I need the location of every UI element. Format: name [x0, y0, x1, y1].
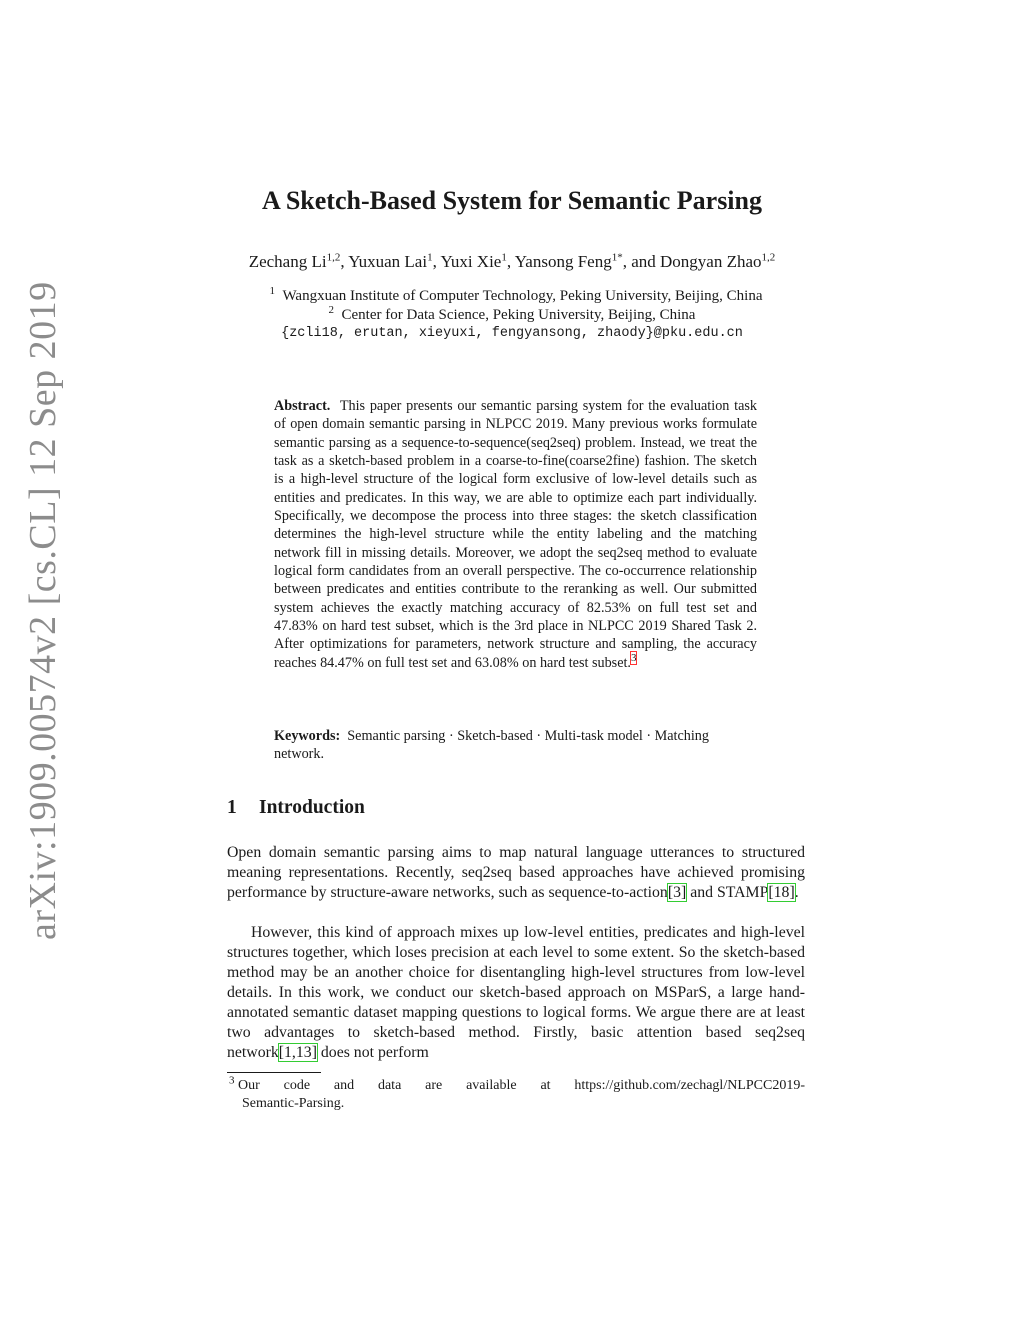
section-title: Introduction — [259, 797, 365, 818]
repository-link[interactable]: https://github.com/zechagl/NLPCC2019- — [574, 1078, 805, 1093]
affiliation-1: $^1$ Wangxuan Institute of Computer Technology, Peking University, Beijing, China — [269, 285, 763, 304]
abstract-label: Abstract. — [274, 398, 331, 414]
arxiv-identifier-stamp: arXiv:1909.00574v2 [cs.CL] 12 Sep 2019 — [22, 281, 64, 940]
author: Dongyan Zhao$^{1,2}$ — [660, 251, 776, 271]
section-heading — [227, 797, 365, 819]
author: Zechang Li$^{1,2}$, — [248, 251, 349, 271]
citation-link[interactable]: [18] — [768, 884, 795, 901]
author: Yansong Feng$^{1*}$, and — [514, 251, 661, 271]
keywords-text: Semantic parsing · Sketch-based · Multi-task model · Matching network. — [274, 728, 709, 763]
footnote-divider — [227, 1072, 321, 1073]
keywords — [274, 727, 757, 764]
abstract-text: This paper presents our semantic parsing system for the evaluation task of open domain semantic parsing in NLPCC 2019. Many previous works formulate semantic parsing as a sequence-to-sequence(seq2seq) problem. Instead, we treat the task as a sketch-based problem in a coarse-to-fine(coarse2fine) fashion. The sketch is a high-level structure of the logical form exclusive of low-level details such as entities and predicates. In this way, we are able to optimize each part individually. Specifically, we decompose the process into three stages: the sketch classification determines the high-level structure while the entity labeling and the matching network fill in missing details. Moreover, we adopt the seq2seq method to evaluate logical form candidates from an overall perspective. The co-occurrence relationship between predicates and entities contribute to the reranking as well. Our submitted system achieves the exactly matching accuracy of 82.53% on full test set and 47.83% on hard test subset, which is the 3rd place in NLPCC 2019 Shared Task 2. After optimizations for parameters, network structure and sampling, the accuracy reaches 84.47% on full test set and 63.08% on hard test subset. — [274, 398, 757, 671]
author-list — [0, 252, 1024, 272]
author-emails[interactable]: {zcli18, erutan, xieyuxi, fengyansong, zhaody}@pku.edu.cn — [281, 326, 743, 341]
paper-title: A Sketch-Based System for Semantic Parsing — [261, 186, 762, 215]
citation-link[interactable]: [1,13] — [278, 1044, 317, 1061]
footnote-line-2: Semantic-Parsing. — [242, 1096, 345, 1111]
abstract — [274, 397, 757, 672]
footnote-line-1: $^3$ Our code and data are available at https://github.com/zechagl/NLPCC2019- — [229, 1074, 805, 1093]
section-number: 1 — [227, 797, 237, 818]
keywords-label: Keywords: — [274, 728, 341, 744]
citation-link[interactable]: [3] — [667, 884, 687, 901]
intro-paragraph-2: However, this kind of approach mixes up low-level entities, predicates and high-level structures together, which loses precision at each level to some extent. So the sketch-based method may be an another choice for disentangling high-level structures from low-level details. In this work, we conduct our sketch-based approach on MSParS, a large hand-annotated semantic dataset mapping questions to logical forms. We argue there are at least two advantages to sketch-based method. Firstly, basic attention based seq2seq network[1,13] does not perform — [227, 924, 805, 1061]
footnote-link[interactable]: 3 — [630, 652, 637, 665]
author: Yuxuan Lai$^1$, — [348, 251, 441, 271]
author: Yuxi Xie$^1$, — [440, 251, 515, 271]
intro-paragraph-1: Open domain semantic parsing aims to map natural language utterances to structured meaning representations. Recently, seq2seq based approaches have achieved promising performance by structure-aware networks, such as sequence-to-action[3] and STAMP[18]. — [227, 844, 805, 901]
footnote — [227, 1074, 805, 1113]
affiliation-2: $^2$ Center for Data Science, Peking University, Beijing, China — [328, 304, 696, 323]
